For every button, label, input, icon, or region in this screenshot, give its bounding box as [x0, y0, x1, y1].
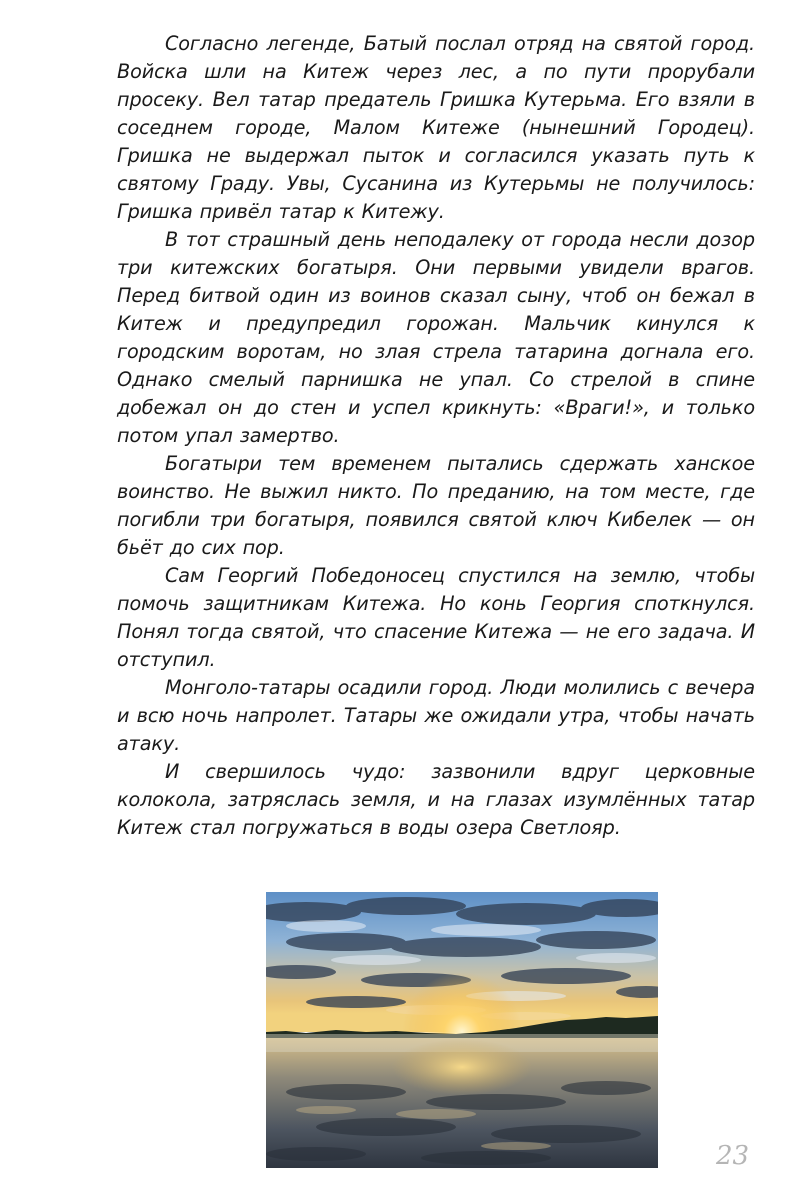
page-number: 23: [716, 1141, 750, 1171]
paragraph-5: Монголо-татары осадили город. Люди молились с вечера и всю ночь напролет. Татары же ожидали утра, чтобы начать атаку.: [117, 676, 755, 755]
paragraph-4: Сам Георгий Победоносец спустился на землю, чтобы помочь защитникам Китежа. Но конь Георгия споткнулся. Понял тогда святой, что спасение Китежа — не его задача. И отступил.: [117, 564, 755, 671]
lake-sunset-photo: [266, 892, 658, 1168]
paragraph-6: И свершилось чудо: зазвонили вдруг церковные колокола, затряслась земля, и на глазах изумлённых татар Китеж стал погружаться в воды озера Светлояр.: [117, 760, 755, 839]
paragraph-2: В тот страшный день неподалеку от города несли дозор три китежских богатыря. Они первыми увидели врагов. Перед битвой один из воинов сказал сыну, чтоб он бежал в Китеж и предупредил горожан. Мальчик кинулся к городским воротам, но злая стрела татарина догнала его. Однако смелый парнишка не упал. Со стрелой в спине добежал он до стен и успел крикнуть: «Враги!», и только потом упал замертво.: [117, 228, 755, 447]
paragraph-1: Согласно легенде, Батый послал отряд на святой город. Войска шли на Китеж через лес, а по пути прорубали просеку. Вел татар предатель Гришка Кутерьма. Его взяли в соседнем городе, Малом Китеже (нынешний Городец). Гришка не выдержал пыток и согласился указать путь к святому Граду. Увы, Сусанина из Кутерьмы не получилось: Гришка привёл татар к Китежу.: [117, 32, 755, 223]
body-text: [117, 30, 755, 842]
paragraph-3: Богатыри тем временем пытались сдержать ханское воинство. Не выжил никто. По преданию, на том месте, где погибли три богатыря, появился святой ключ Кибелек — он бьёт до сих пор.: [117, 452, 755, 559]
